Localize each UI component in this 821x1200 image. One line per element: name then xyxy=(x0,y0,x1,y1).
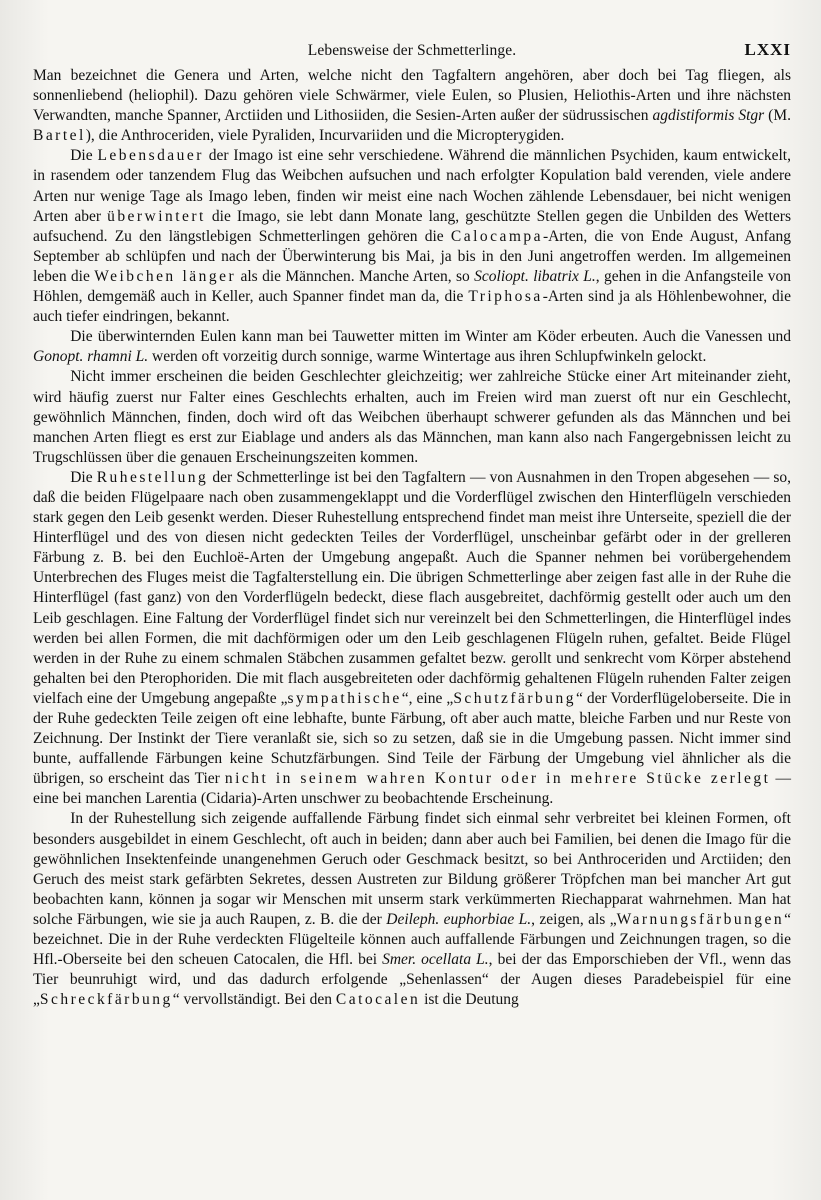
species-name: Smer. ocellata L. xyxy=(382,951,489,969)
text-run: Die xyxy=(70,147,98,165)
text-run: , bei der das Emporschieben der Vfl., wenn das Tier beunruhigt wird, und das dadurch erfolgende „Sehenlassen“ der Augen dieses Paradebeispiel für eine „ xyxy=(33,951,792,1009)
text-run: -Arten, die von Ende August, Anfang September ab schlüpfen und nach der Überwinterung bis Mai, ja bis in den Juni angetroffen werden. Im allgemeinen leben die xyxy=(33,227,791,285)
paragraph-lebensdauer xyxy=(33,146,791,327)
text-run: als die Männchen. Manche Arten, so xyxy=(236,267,475,285)
text-run: “ vervollständigt. Bei den xyxy=(172,991,336,1009)
running-title: Lebensweise der Schmetterlinge. xyxy=(307,42,517,59)
text-run: “ der Vorderflügeloberseite. Die in der Ruhe gedeckten Teile zeigen oft eine lebhafte, bunte Färbung, oft aber auch matte, bleiche Farben und nur Reste von Zeichnung. Der Instinkt der Tiere veranlaßt sie, sich so zu setzen, daß sie in die Umgebung passen. Nicht immer sind bunte, auffallende Färbungen keine Schutzfärbungen. Sind Teile der Färbung der Umgebung viel ähnlicher als die übrigen, so erscheint das Tier xyxy=(33,689,791,788)
species-name: Gonopt. rhamni L. xyxy=(33,348,149,366)
text-run: der Imago ist eine sehr verschiedene. Während die männlichen Psychiden, kaum entwickelt, in rasendem oder tanzendem Flug das Weibchen aufsuchen und nach erfolgter Kopulation bald verenden, viele andere Arten nur wenige Tage als Imago leben, finden wir meist eine nach Wochen zählende Lebensdauer, bei nicht wenigen Arten aber xyxy=(33,147,791,225)
spaced-term: nicht in seinem wahren Kontur oder in mehrere Stücke zerlegt xyxy=(224,770,771,788)
text-run: Man bezeichnet die Genera und Arten, welche nicht den Tagfaltern angehören, aber doch bei Tag fliegen, als sonnenliebend (heliophil). Dazu gehören viele Schwärmer, viele Eulen, so Plusien, Heliothis-Arten und ihre nächsten Verwandten, manche Spanner, Arctiiden und Lithosiiden, die Sesien-Arten außer der südrussischen xyxy=(33,67,791,125)
text-run: der Schmetterlinge ist bei den Tagfaltern — von Ausnahmen in den Tropen abgesehen — so, daß die beiden Flügelpaare nach oben zusammengeklappt und die Vorderflügel zwischen den Hinterflügeln verschieden stark gegen den Leib gesenkt werden. Dieser Ruhestellung entsprechend findet man meist ihre Unterseite, speziell die der Hinterflügel und des von diesen nicht gedeckten Teiles der Vorderflügel, unscheinbar gefärbt oder in der grelleren Färbung z. B. bei den Euchloë-Arten der Umgebung angepaßt. Auch die Spanner nehmen bei vorübergehendem Unterbrechen des Fluges meist die Tagfalterstellung ein. Die übrigen Schmetterlinge aber zeigen fast alle in der Ruhe die Hinterflügel (fast ganz) von den Vorderflügeln bedeckt, diese flach ausgebreitet, dachförmig gestellt oder auch um den Leib geschlagen. Eine Faltung der Vorderflügel findet sich nur vereinzelt bei den Schmetterlingen, die Hinterflügel indes werden bei allen Formen, die mit dachförmigen oder um den Leib geschlagenen Flügeln ruhen, gefaltet. Beide Flügel werden in der Ruhe zu einem schmalen Stäbchen zusammen gefaltet bezw. gerollt und senkrecht vom Körper abstehend gehalten bei den Pterophoriden. Die mit flach ausgebreiteten oder dachförmig gehaltenen Flügeln ruhenden Falter zeigen vielfach eine der Umgebung angepaßte „ xyxy=(33,468,791,707)
text-run: — eine bei manchen Larentia (Cidaria)-Arten unschwer zu beobachtende Erscheinung. xyxy=(33,770,791,808)
spaced-term: sympathische xyxy=(287,689,402,707)
paragraph-ruhestellung xyxy=(33,468,791,810)
text-run: werden oft vorzeitig durch sonnige, warme Wintertage aus ihren Schlupfwinkeln gelockt. xyxy=(148,348,707,366)
species-name: Scoliopt. libatrix L. xyxy=(474,267,596,285)
text-run: -Arten sind ja als Höhlenbewohner, die auch tiefer eindringen, bekannt. xyxy=(33,288,791,326)
text-run: (M. xyxy=(764,107,791,125)
text-run: , gehen in die Anfangsteile von Höhlen, demgemäß auch in Keller, auch Spanner findet man da, die xyxy=(33,267,791,306)
spaced-term: Warnungsfärbungen xyxy=(616,910,785,928)
spaced-term: Ruhestellung xyxy=(96,468,209,486)
text-run: Die xyxy=(70,468,97,486)
species-name: Deileph. euphorbiae L. xyxy=(386,910,532,928)
species-name: agdistiformis Stgr xyxy=(652,107,765,125)
author-name: Bartel xyxy=(33,127,86,145)
text-run: ist die Deutung xyxy=(420,991,519,1009)
text-run: In der Ruhestellung sich zeigende auffallende Färbung findet sich einmal sehr verbreitet bei kleinen Formen, oft besonders ausgebildet in einem Geschlecht, oft auch in beiden; dann aber auch bei Familien, bei denen die Imago für die gewöhnlichen Insektenfeinde unangenehmen Geruch oder Geschmack besitzt, so bei Anthroceriden und Arctiiden; den Geruch des meist stark gefärbten Sekretes, dessen Austreten zur Bildung größerer Tröpfchen man bei mancher Art gut beobachten kann, können ja sogar wir Menschen mit unserm stark verkümmerten Riechapparat wahrnehmen. Man hat solche Färbungen, wie sie ja auch Raupen, z. B. die der xyxy=(33,810,791,928)
spaced-term: Weibchen länger xyxy=(94,267,237,285)
spaced-term: Schutzfärbung xyxy=(453,689,576,707)
text-run: “, eine „ xyxy=(401,689,454,707)
page-number: LXXI xyxy=(744,40,791,59)
paragraph-ueberwinternde-eulen xyxy=(33,327,791,367)
running-head xyxy=(33,40,791,64)
text-run: ), die Anthroceriden, viele Pyraliden, Incurvariiden und die Micropterygiden. xyxy=(85,127,565,145)
spaced-term: überwintert xyxy=(107,207,206,225)
spaced-term: Catocalen xyxy=(335,991,421,1009)
spaced-term: Schreckfärbung xyxy=(39,991,173,1009)
body-text xyxy=(33,66,791,1010)
text-run: “ bezeichnet. Die in der Ruhe verdeckten Flügelteile können auch auffallende Färbungen und Zeichnungen tragen, so die Hfl.-Oberseite bei den scheuen Catocalen, die Hfl. bei xyxy=(33,910,791,969)
paragraph-heliophil xyxy=(33,66,791,146)
text-run: die Imago, sie lebt dann Monate lang, geschützte Stellen gegen die Unbilden des Wetters aufsuchend. Zu den längstlebigen Schmetterlingen gehören die xyxy=(33,207,791,245)
paragraph-warnfaerbung xyxy=(33,809,791,1010)
paragraph-geschlechter xyxy=(33,367,791,467)
text-run: Die überwinternden Eulen kann man bei Tauwetter mitten im Winter am Köder erbeuten. Auch die Vanessen und xyxy=(70,328,791,346)
text-run: , zeigen, als „ xyxy=(531,910,617,928)
spaced-term: Calocampa xyxy=(450,227,543,245)
spaced-term: Lebensdauer xyxy=(97,147,204,165)
text-run: Nicht immer erscheinen die beiden Geschlechter gleichzeitig; wer zahlreiche Stücke einer Art miteinander zieht, wird häufig zuerst nur Falter eines Geschlechts erhalten, auch im Freien wird man zuerst oft nur ein Geschlecht, gewöhnlich Männchen, finden, doch wird oft das Weibchen überhaupt schwerer gefunden als das Männchen und bei manchen Arten fliegt es erst zur Eiablage und anders als das Männchen, man kann also nach Fangergebnissen leicht zu Trugschlüssen über die genauen Erscheinungszeiten kommen. xyxy=(33,368,791,466)
spaced-term: Triphosa xyxy=(468,288,543,306)
